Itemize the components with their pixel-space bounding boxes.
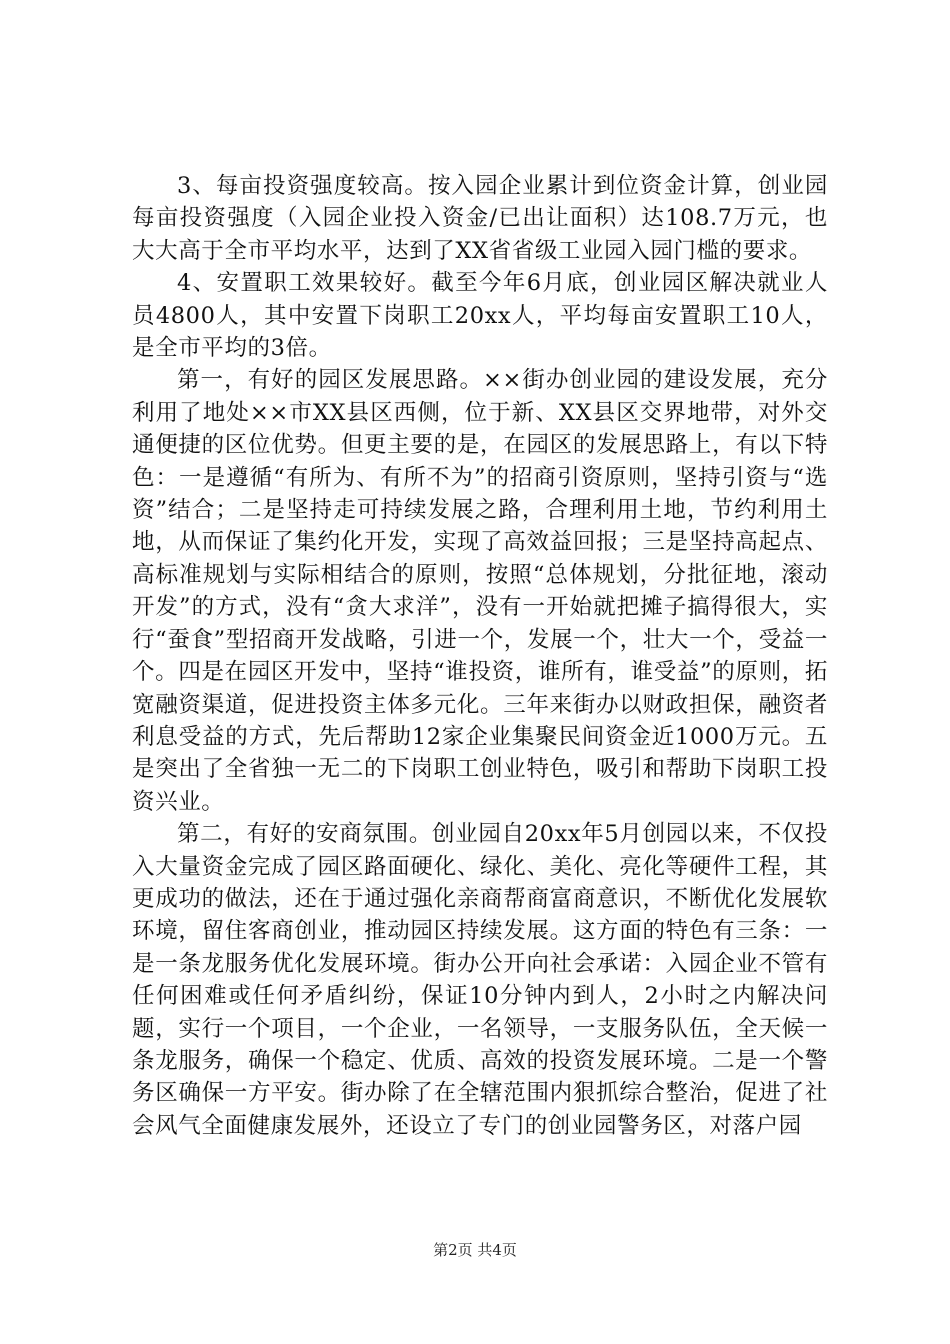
- paragraph-business-environment: 第二，有好的安商氛围。创业园自20xx年5月创园以来，不仅投入大量资金完成了园区路面硬化、绿化、美化、亮化等硬件工程，其更成功的做法，还在于通过强化亲商帮商富商意识，不断优化发展软环境，留住客商创业，推动园区持续发展。这方面的特色有三条：一是一条龙服务优化发展环境。街办公开向社会承诺：入园企业不管有任何困难或任何矛盾纠纷，保证10分钟内到人，2小时之内解决问题，实行一个项目，一个企业，一名领导，一支服务队伍，全天候一条龙服务，确保一个稳定、优质、高效的投资发展环境。二是一个警务区确保一方平安。街办除了在全辖范围内狠抓综合整治，促进了社会风气全面健康发展外，还设立了专门的创业园警务区，对落户园: [132, 821, 828, 1139]
- paragraph-development-ideas: 第一，有好的园区发展思路。××街办创业园的建设发展，充分利用了地处××市XX县区西侧，位于新、XX县区交界地带，对外交通便捷的区位优势。但更主要的是，在园区的发展思路上，有以下特色：一是遵循“有所为、有所不为”的招商引资原则，坚持引资与“选资”结合；二是坚持走可持续发展之路，合理利用土地，节约利用土地，从而保证了集约化开发，实现了高效益回报；三是坚持高起点、高标准规划与实际相结合的原则，按照“总体规划，分批征地，滚动开发”的方式，没有“贪大求洋”，没有一开始就把摊子搞得很大，实行“蚕食”型招商开发战略，引进一个，发展一个，壮大一个，受益一个。四是在园区开发中，坚持“谁投资，谁所有，谁受益”的原则，拓宽融资渠道，促进投资主体多元化。三年来街办以财政担保，融资者利息受益的方式，先后帮助12家企业集聚民间资金近1000万元。五是突出了全省独一无二的下岗职工创业特色，吸引和帮助下岗职工投资兴业。: [132, 367, 828, 815]
- paragraph-investment-intensity: 3、每亩投资强度较高。按入园企业累计到位资金计算，创业园每亩投资强度（入园企业投入资金/已出让面积）达108.7万元，也大大高于全市平均水平，达到了XX省省级工业园入园门槛的要求。: [132, 173, 828, 264]
- paragraph-employment: 4、安置职工效果较好。截至今年6月底，创业园区解决就业人员4800人，其中安置下岗职工20xx人，平均每亩安置职工10人，是全市平均的3倍。: [132, 270, 828, 362]
- document-body: [132, 170, 828, 1142]
- page-number-footer: 第2页 共4页: [433, 1241, 517, 1259]
